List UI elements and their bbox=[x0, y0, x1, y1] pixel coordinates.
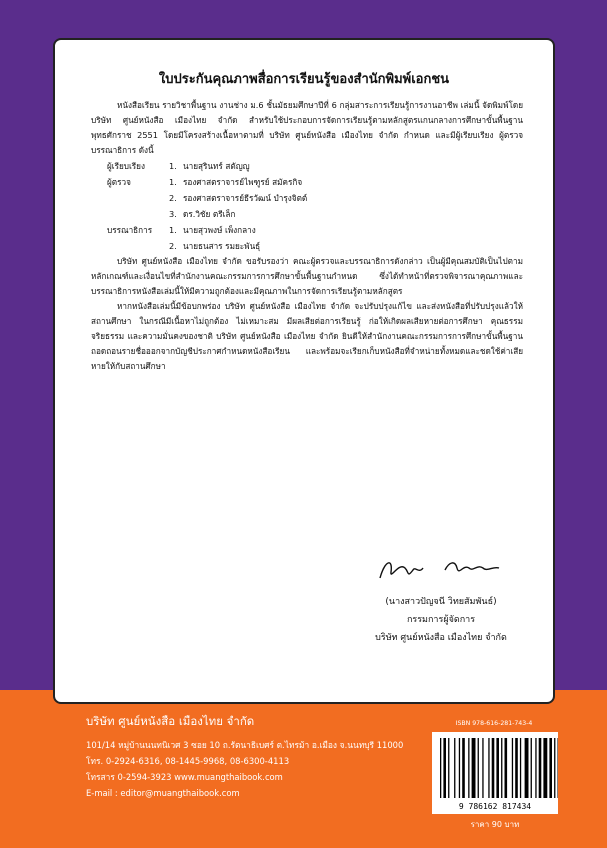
contributor-row bbox=[91, 222, 523, 238]
publisher-fax-web: โทรสาร 0-2594-3923 www.muangthaibook.com bbox=[86, 772, 283, 782]
barcode-bar bbox=[443, 738, 446, 798]
price-label: ราคา 90 บาท bbox=[470, 820, 520, 829]
barcode-bar bbox=[549, 738, 552, 798]
barcode-bar bbox=[468, 738, 469, 798]
barcode bbox=[432, 732, 558, 814]
barcode-bar bbox=[505, 738, 508, 798]
barcode-bar bbox=[512, 738, 513, 798]
signature-image bbox=[375, 550, 515, 590]
barcode-bar bbox=[501, 738, 502, 798]
certificate-body bbox=[91, 98, 523, 374]
contributor-row bbox=[91, 238, 523, 254]
contributor-name: นายสุวพงษ์ เพ็งกลาง bbox=[183, 224, 256, 235]
contributor-row bbox=[91, 158, 523, 174]
isbn-label: ISBN 978-616-281-743-4 bbox=[455, 720, 533, 727]
contributor-name: นายธนสาร รมยะพันธุ์ bbox=[183, 240, 261, 251]
contributor-number: 2. bbox=[169, 192, 177, 203]
barcode-bar bbox=[535, 738, 536, 798]
publisher-email: E-mail : editor@muangthaibook.com bbox=[86, 788, 240, 798]
barcode-bar bbox=[488, 738, 489, 798]
barcode-bar bbox=[531, 738, 532, 798]
contributor-row bbox=[91, 190, 523, 206]
contributor-list bbox=[91, 158, 523, 254]
barcode-bar bbox=[558, 738, 559, 798]
barcode-bar bbox=[462, 738, 465, 798]
contributor-number: 3. bbox=[169, 208, 177, 219]
contributor-role: บรรณาธิการ bbox=[107, 224, 153, 235]
contributor-number: 2. bbox=[169, 240, 177, 251]
liability-paragraph: หากหนังสือเล่มนี้มีข้อบกพร่อง บริษัท ศูนย์หนังสือ เมืองไทย จำกัด จะปรับปรุงแก้ไข และส่งหนังสือที่ปรับปรุงแล้วให้สถานศึกษา ในกรณีมีเนื้อหาไม่ถูกต้อง ไม่เหมาะสม มีผลเสียต่อการเรียนรู้ ก่อให้เกิดผลเสียหายต่อการศึกษา คุณธรรม จริยธรรม และความมั่นคงของชาติ บริษัท ศูนย์หนังสือ เมืองไทย จำกัด ยินดีให้สำนักงานคณะกรรมการการศึกษาขั้นพื้นฐาน ถอดถอนรายชื่อออกจากบัญชีประกาศกำหนดหนังสือเรียน และพร้อมจะเรียกเก็บหนังสือที่จำหน่ายทั้งหมดและชดใช้ค่าเสียหายให้กับสถานศึกษา bbox=[91, 301, 523, 371]
barcode-bar bbox=[478, 738, 479, 798]
contributor-name: รองศาสตราจารย์ไพฑูรย์ สมัครกิจ bbox=[183, 176, 303, 187]
barcode-bar bbox=[554, 738, 555, 798]
barcode-bar bbox=[482, 738, 483, 798]
signature-block bbox=[341, 593, 541, 647]
barcode-bar bbox=[472, 738, 476, 798]
publisher-phone: โทร. 0-2924-6316, 08-1445-9968, 08-6300-4113 bbox=[86, 756, 290, 766]
signatory-position: กรรมการผู้จัดการ bbox=[406, 615, 476, 625]
signatory-name: (นางสาวปัญจนี วิทยสัมพันธ์) bbox=[385, 597, 497, 607]
contributor-number: 1. bbox=[169, 160, 177, 171]
barcode-bar bbox=[496, 738, 499, 798]
barcode-bar bbox=[520, 738, 521, 798]
contributor-name: ดร.วิชัย ตรีเล็ก bbox=[183, 208, 236, 219]
barcode-number: 9 786162 817434 bbox=[458, 802, 532, 811]
signatory-company: บริษัท ศูนย์หนังสือ เมืองไทย จำกัด bbox=[375, 633, 507, 643]
barcode-bar bbox=[543, 738, 547, 798]
contributor-row bbox=[91, 174, 523, 190]
intro-paragraph: หนังสือเรียน รายวิชาพื้นฐาน งานช่าง ม.6 ชั้นมัธยมศึกษาปีที่ 6 กลุ่มสาระการเรียนรู้การงานอาชีพ เล่มนี้ จัดพิมพ์โดย บริษัท ศูนย์หนังสือ เมืองไทย จำกัด สำหรับใช้ประกอบการจัดการเรียนรู้ตามหลักสูตรแกนกลางการศึกษาขั้นพื้นฐาน พุทธศักราช 2551 โดยมีโครงสร้างเนื้อหาตามที่ บริษัท ศูนย์หนังสือ เมืองไทย จำกัด กำหนด และมีผู้เรียบเรียง ผู้ตรวจ บรรณาธิการ ดังนี้ bbox=[91, 100, 523, 155]
certification-paragraph: บริษัท ศูนย์หนังสือ เมืองไทย จำกัด ขอรับรองว่า คณะผู้ตรวจและบรรณาธิการดังกล่าว เป็นผู้มีคุณสมบัติเป็นไปตามหลักเกณฑ์และเงื่อนไขที่สำนักงานคณะกรรมการการศึกษาขั้นพื้นฐานกำหนด ซึ่งได้ทำหน้าที่ตรวจพิจารณาคุณภาพและบรรณาธิการหนังสือเล่มนี้ให้มีความถูกต้องและมีคุณภาพในการจัดการเรียนรู้ตามหลักสูตร bbox=[91, 256, 523, 296]
barcode-bar bbox=[515, 738, 518, 798]
contributor-number: 1. bbox=[169, 176, 177, 187]
barcode-bar bbox=[454, 738, 455, 798]
barcode-bar bbox=[459, 738, 460, 798]
barcode-bar bbox=[492, 738, 495, 798]
contributor-name: นายสุรินทร์ สตัญญู bbox=[183, 160, 250, 171]
publisher-info bbox=[86, 713, 403, 801]
quality-certificate-card bbox=[53, 38, 555, 704]
publisher-address: 101/14 หมู่บ้านนนทนิเวศ 3 ซอย 10 ถ.รัตนาธิเบศร์ ต.ไทรม้า อ.เมือง จ.นนทบุรี 11000 bbox=[86, 740, 404, 750]
contributor-number: 1. bbox=[169, 224, 177, 235]
publisher-name: บริษัท ศูนย์หนังสือ เมืองไทย จำกัด bbox=[86, 714, 255, 728]
contributor-role: ผู้ตรวจ bbox=[107, 176, 131, 187]
contributor-role: ผู้เรียบเรียง bbox=[107, 160, 145, 171]
barcode-bar bbox=[448, 738, 449, 798]
contributor-row bbox=[91, 206, 523, 222]
barcode-bar bbox=[539, 738, 542, 798]
barcode-bar bbox=[440, 738, 441, 798]
barcode-bar bbox=[525, 738, 529, 798]
certificate-title: ใบประกันคุณภาพสื่อการเรียนรู้ของสำนักพิมพ์เอกชน bbox=[158, 72, 450, 87]
contributor-name: รองศาสตราจารย์ธีรวัฒน์ บำรุงจิตต์ bbox=[183, 192, 308, 203]
